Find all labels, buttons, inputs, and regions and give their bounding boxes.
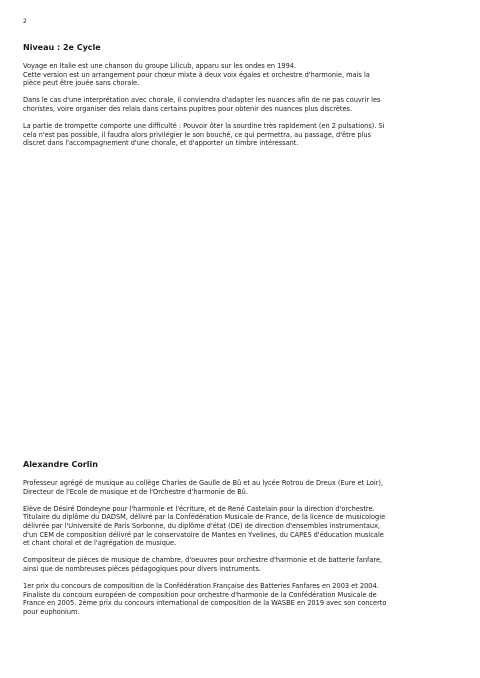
level-heading: Niveau : 2e Cycle — [23, 43, 101, 52]
text-line: Directeur de l'Ecole de musique et de l'Orchestre d'harmonie de Bû. — [23, 487, 248, 496]
text-line: Compositeur de pièces de musique de chambre, d'oeuvres pour orchestre d'harmonie et de batterie fanfare, — [23, 556, 383, 565]
author-section — [23, 460, 457, 625]
text-line: Professeur agrégé de musique au collège Charles de Gaulle de Bû et au lycée Rotrou de Dreux (Eure et Loir), — [23, 479, 384, 487]
text-line: d'un CEM de composition délivré par le conservatoire de Mantes en Yvelines, du CAPES d'éducation musicale — [23, 530, 384, 539]
text-line: Titulaire du diplôme du DADSM, délivré par la Confédération Musicale de France, de la licence de musicologie — [23, 513, 386, 522]
text-line: France en 2005. 2ème prix du concours international de composition de la WASBE en 2019 avec son concerto — [23, 599, 387, 608]
text-line: et chant choral et de l'agrégation de musique. — [23, 539, 177, 548]
text-line: choristes, voire organiser des relais dans certains pupitres pour obtenir des nuances plus discrètes. — [23, 104, 353, 113]
text-line: pour euphonium. — [23, 607, 80, 616]
text-line: Elève de Désiré Dondeyne pour l'harmonie et l'écriture, et de René Castelain pour la direction d'orchestre. — [23, 504, 375, 513]
choir-paragraph — [23, 96, 457, 113]
position-paragraph — [23, 479, 457, 496]
text-line: discret dans l'accompagnement d'une chorale, et d'apporter un timbre intéressant. — [23, 139, 299, 148]
text-line: 1er prix du concours de composition de la Confédération Française des Batteries Fanfares en 2003 et 2004. — [23, 582, 379, 591]
text-line: délivrée par l'Université de Paris Sorbonne, du diplôme d'état (DE) de direction d'ensembles instrumentaux, — [23, 521, 381, 530]
text-line: cela n'est pas possible, il faudra alors privilégier le son bouché, ce qui permettra, au passage, d'être plus — [23, 130, 372, 139]
education-paragraph — [23, 505, 457, 548]
text-line: pièce peut être jouée sans chorale. — [23, 79, 140, 88]
page-number: 2 — [23, 18, 27, 25]
intro-paragraph — [23, 62, 457, 88]
awards-paragraph — [23, 582, 457, 616]
text-line: ainsi que de nombreuses pièces pédagogiques pour divers instruments. — [23, 564, 261, 573]
text-line: La partie de trompette comporte une difficulté : Pouvoir ôter la sourdine très rapidement (en 2 pulsations). Si — [23, 122, 385, 131]
text-line: Dans le cas d'une interprétation avec chorale, il conviendra d'adapter les nuances afin de ne pas couvrir les — [23, 96, 381, 105]
composer-paragraph — [23, 556, 457, 573]
text-line: Voyage en Italie est une chanson du groupe Lilicub, apparu sur les ondes en 1994. — [23, 62, 297, 70]
text-line: Finaliste du concours européen de composition pour orchestre d'harmonie de la Confédération Musicale de — [23, 590, 377, 599]
level-section — [23, 43, 457, 157]
author-heading: Alexandre Corlin — [23, 460, 98, 469]
trumpet-paragraph — [23, 122, 457, 148]
text-line: Cette version est un arrangement pour chœur mixte à deux voix égales et orchestre d'harmonie, mais la — [23, 70, 370, 79]
